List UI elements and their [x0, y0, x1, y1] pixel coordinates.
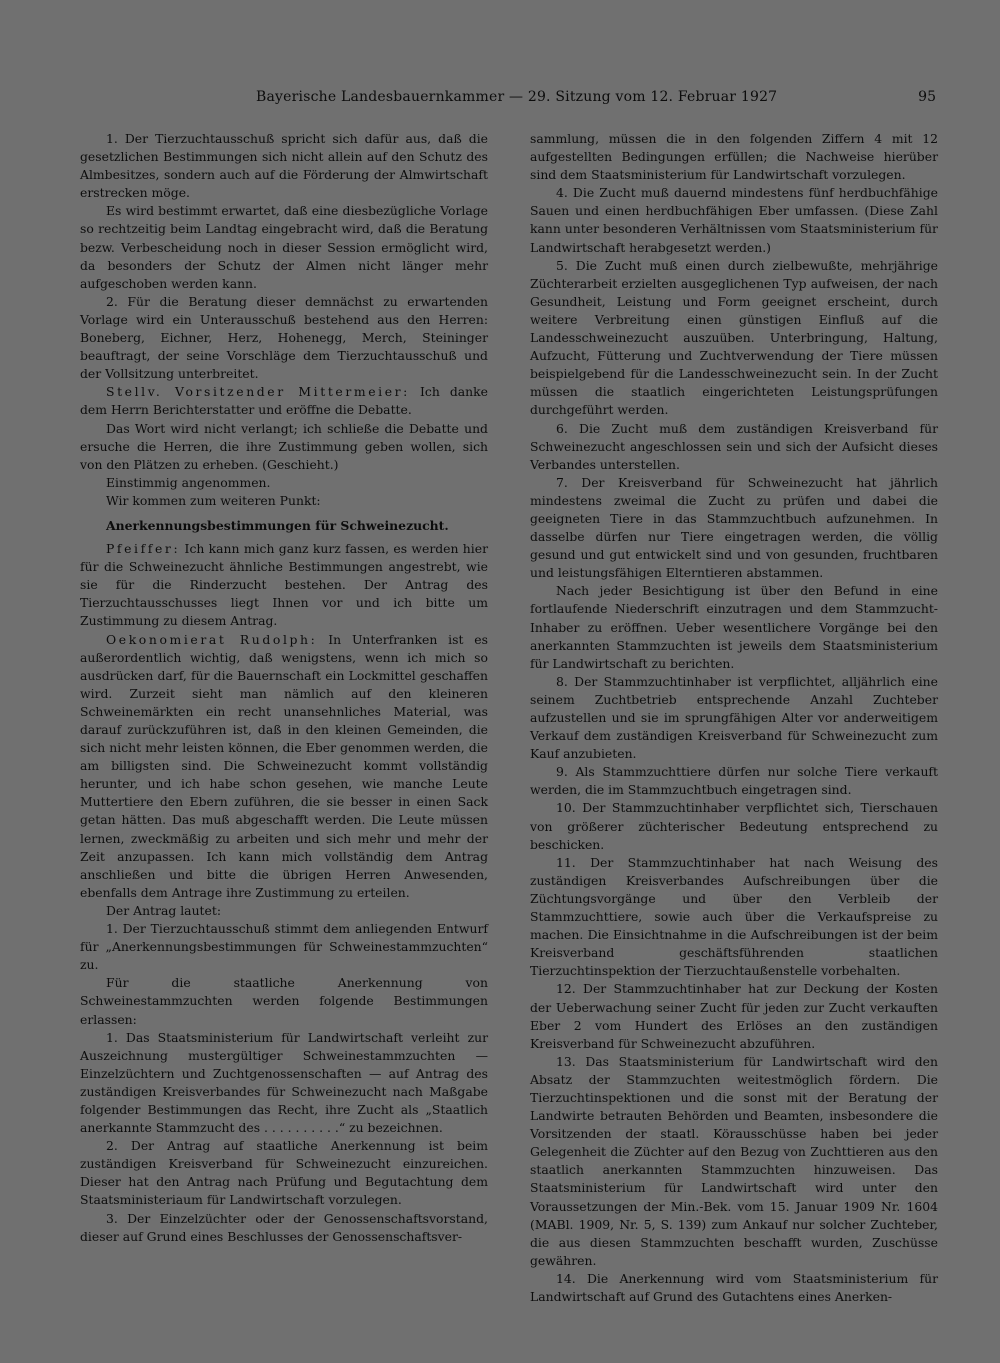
paragraph: Wir kommen zum weiteren Punkt: — [106, 492, 321, 508]
paragraph: 11. Der Stammzuchtinhaber hat nach Weisung des zuständigen Kreisverbandes Aufschreibungen über die Züchtungsvorgänge und über den Verbleib der Stammzuchttiere, sowie auch über die Verkaufspreise zu machen. Die Einsichtnahme in die Aufschreibungen ist der beim Kreisverband geschäftsführenden staatlichen Tierzuchtinspektion der Tierzuchtaußenstelle vorbehalten. — [530, 854, 938, 979]
paragraph: 5. Die Zucht muß einen durch zielbewußte, mehrjährige Züchterarbeit erzielten ausgeglichenen Typ aufweisen, der nach Gesundheit, Leistung und Form geeignet erscheint, durch weitere Verbreitung einen günstigen Einfluß auf die Landesschweinezucht auszuüben. Unterbringung, Haltung, Aufzucht, Fütterung und Zuchtverwendung der Tiere müssen beispielgebend für die Landesschweinezucht sein. In der Zucht müssen die staatlich eingerichteten Leistungsprüfungen durchgeführt werden. — [530, 257, 938, 418]
paragraph: 8. Der Stammzuchtinhaber ist verpflichtet, alljährlich eine seinem Zuchtbetrieb entsprechende Anzahl Zuchteber aufzustellen und sie im sprungfähigen Alter vor anderweitigem Verkauf dem zuständigen Kreisverband für Schweinezucht zum Kauf anzubieten. — [530, 673, 938, 762]
right-column — [530, 130, 938, 1306]
section-heading: Anerkennungsbestimmungen für Schweinezucht. — [106, 517, 449, 533]
speech-text: Ich kann mich ganz kurz fassen, es werden hier für die Schweinezucht ähnliche Bestimmungen angestrebt, wie sie für die Rinderzucht bestehen. Der Antrag des Tierzuchtausschusses liegt Ihnen vor und ich bitte um Zustimmung zu diesem Antrag. — [80, 541, 488, 629]
paragraph: 3. Der Einzelzüchter oder der Genossenschaftsvorstand, dieser auf Grund eines Beschlusses der Genossenschaftsver- — [80, 1210, 488, 1244]
paragraph: 10. Der Stammzuchtinhaber verpflichtet sich, Tierschauen von größerer züchterischer Bedeutung entsprechend zu beschicken. — [530, 800, 938, 852]
paragraph: 4. Die Zucht muß dauernd mindestens fünf herdbuchfähige Sauen und einen herdbuchfähigen Eber umfassen. (Diese Zahl kann unter besonderen Verhältnissen vom Staatsministerium für Landwirtschaft herabgesetzt werden.) — [530, 185, 938, 255]
speaker-name: Stellv. Vorsitzender Mittermeier: — [106, 384, 410, 400]
paragraph — [80, 540, 488, 630]
paragraph: 6. Die Zucht muß dem zuständigen Kreisverband für Schweinezucht angeschlossen sein und sich der Aufsicht dieses Verbandes unterstellen. — [530, 420, 938, 472]
speech-text: In Unterfranken ist es außerordentlich wichtig, daß wenigstens, wenn ich mich so ausdrücken darf, für die Bauernschaft ein Lockmittel geschaffen wird. Zurzeit sieht man nämlich auf den kleineren Schweinemärkten ein recht unansehnliches Material, was darauf zurückzuführen ist, daß in den kleinen Gemeinden, die sich nicht mehr leisten können, die Eber genommen werden, die am billigsten sind. Die Schweinezucht kommt vollständig herunter, und ich habe schon gesehen, wie manche Leute Muttertiere den Ebern zuführen, die sie besser in einen Sack getan hätten. Das muß abgeschafft werden. Die Leute müssen lernen, zweckmäßig zu arbeiten und sich mehr und mehr der Zeit anzupassen. Ich kann mich vollständig dem Antrag anschließen und bitte die übrigen Herren Anwesenden, ebenfalls dem Antrage ihre Zustimmung zu erteilen. — [80, 631, 488, 900]
paragraph: 1. Der Tierzuchtausschuß spricht sich dafür aus, daß die gesetzlichen Bestimmungen sich nicht allein auf den Schutz des Almbesitzes, sondern auch auf die Förderung der Almwirtschaft erstrecken möge. — [80, 131, 488, 201]
paragraph: 14. Die Anerkennung wird vom Staatsministerium für Landwirtschaft auf Grund des Gutachtens eines Anerken- — [530, 1270, 938, 1304]
paragraph: Es wird bestimmt erwartet, daß eine diesbezügliche Vorlage so rechtzeitig beim Landtag eingebracht wird, daß die Beratung bezw. Verbescheidung noch in dieser Session ermöglicht wird, da besonders der Schutz der Almen nicht länger mehr aufgeschoben werden kann. — [80, 203, 488, 291]
paragraph: Einstimmig angenommen. — [106, 474, 271, 490]
paragraph: 2. Der Antrag auf staatliche Anerkennung ist beim zuständigen Kreisverband für Schweinezucht einzureichen. Dieser hat den Antrag nach Prüfung und Begutachtung dem Staatsministeriaum für Landwirtschaft vorzulegen. — [80, 1138, 488, 1208]
speech-text: Ich danke dem Herrn Berichterstatter und eröffne die Debatte. — [80, 384, 488, 418]
paragraph: 1. Der Tierzuchtausschuß stimmt dem anliegenden Entwurf für „Anerkennungsbestimmungen für Schweinestammzuchten“ zu. — [80, 921, 488, 973]
running-header — [78, 89, 936, 111]
paragraph — [80, 383, 488, 419]
paragraph: 1. Das Staatsministerium für Landwirtschaft verleiht zur Auszeichnung mustergültiger Schweinestammzuchten — Einzelzüchtern und Zuchtgenossenschaften — auf Antrag des zuständigen Kreisverbandes für Schweinezucht nach Maßgabe folgender Bestimmungen das Recht, ihre Zucht als „Staatlich anerkannte Stammzucht des . . . . . . . . . .“ zu bezeichnen. — [80, 1029, 488, 1136]
paragraph: 9. Als Stammzuchttiere dürfen nur solche Tiere verkauft werden, die im Stammzuchtbuch eingetragen sind. — [530, 764, 938, 798]
paragraph: 2. Für die Beratung dieser demnächst zu erwartenden Vorlage wird ein Unterausschuß bestehend aus den Herren: Boneberg, Eichner, Herz, Hohenegg, Merch, Steininger beauftragt, der seine Vorschläge dem Tierzuchtausschuß und der Vollsitzung unterbreitet. — [80, 293, 488, 382]
paragraph: 7. Der Kreisverband für Schweinezucht hat jährlich mindestens zweimal die Zucht zu prüfen und dabei die geeigneten Tiere in das Stammzuchtbuch aufzunehmen. In dasselbe dürfen nur Tiere eingetragen werden, die völlig gesund und gut entwickelt sind und von gesunden, fruchtbaren und leistungsfähigen Elterntieren abstammen. — [530, 474, 938, 581]
paragraph: 13. Das Staatsministerium für Landwirtschaft wird den Absatz der Stammzuchten weitestmöglich fördern. Die Tierzuchtinspektionen und die sonst mit der Beratung der Landwirte betrauten Behörden und Beamten, insbesondere die Vorsitzenden der staatl. Körausschüsse haben bei jeder Gelegenheit die Züchter auf den Bezug von Zuchttieren aus den staatlich anerkannten Stammzuchten hinzuweisen. Das Staatsministerium für Landwirtschaft wird unter den Voraussetzungen der Min.-Bek. vom 15. Januar 1909 Nr. 1604 (MABl. 1909, Nr. 5, S. 139) zum Ankauf nur solcher Zuchteber, die aus diesen Stammzuchten beschafft wurden, Zuschüsse gewähren. — [530, 1053, 938, 1268]
speaker-name: Oekonomierat Rudolph: — [106, 631, 318, 647]
header-title: Bayerische Landesbauernkammer — 29. Sitzung vom 12. Februar 1927 — [256, 89, 778, 105]
paragraph: Der Antrag lautet: — [106, 902, 222, 918]
paragraph: Nach jeder Besichtigung ist über den Befund in eine fortlaufende Niederschrift einzutragen und dem Stammzucht-Inhaber zu eröffnen. Ueber wesentlichere Vorgänge bei den anerkannten Stammzuchten ist jeweils dem Staatsministerium für Landwirtschaft zu berichten. — [530, 583, 938, 671]
speaker-name: Pfeiffer: — [106, 541, 181, 557]
paragraph: Für die staatliche Anerkennung von Schweinestammzuchten werden folgende Bestimmungen erlassen: — [80, 975, 488, 1027]
paragraph: sammlung, müssen die in den folgenden Ziffern 4 mit 12 aufgestellten Bedingungen erfüllen; die Nachweise hierüber sind dem Staatsministerium für Landwirtschaft vorzulegen. — [530, 131, 938, 183]
paragraph — [80, 631, 488, 902]
paragraph: 12. Der Stammzuchtinhaber hat zur Deckung der Kosten der Ueberwachung seiner Zucht für jeden zur Zucht verkauften Eber 2 vom Hundert des Erlöses an den zuständigen Kreisverband für Schweinezucht abzuführen. — [530, 981, 938, 1051]
page-number: 95 — [918, 89, 936, 105]
left-column — [80, 130, 488, 1246]
paragraph: Das Wort wird nicht verlangt; ich schließe die Debatte und ersuche die Herren, die ihre Zustimmung geben wollen, sich von den Plätzen zu erheben. (Geschieht.) — [80, 420, 488, 472]
